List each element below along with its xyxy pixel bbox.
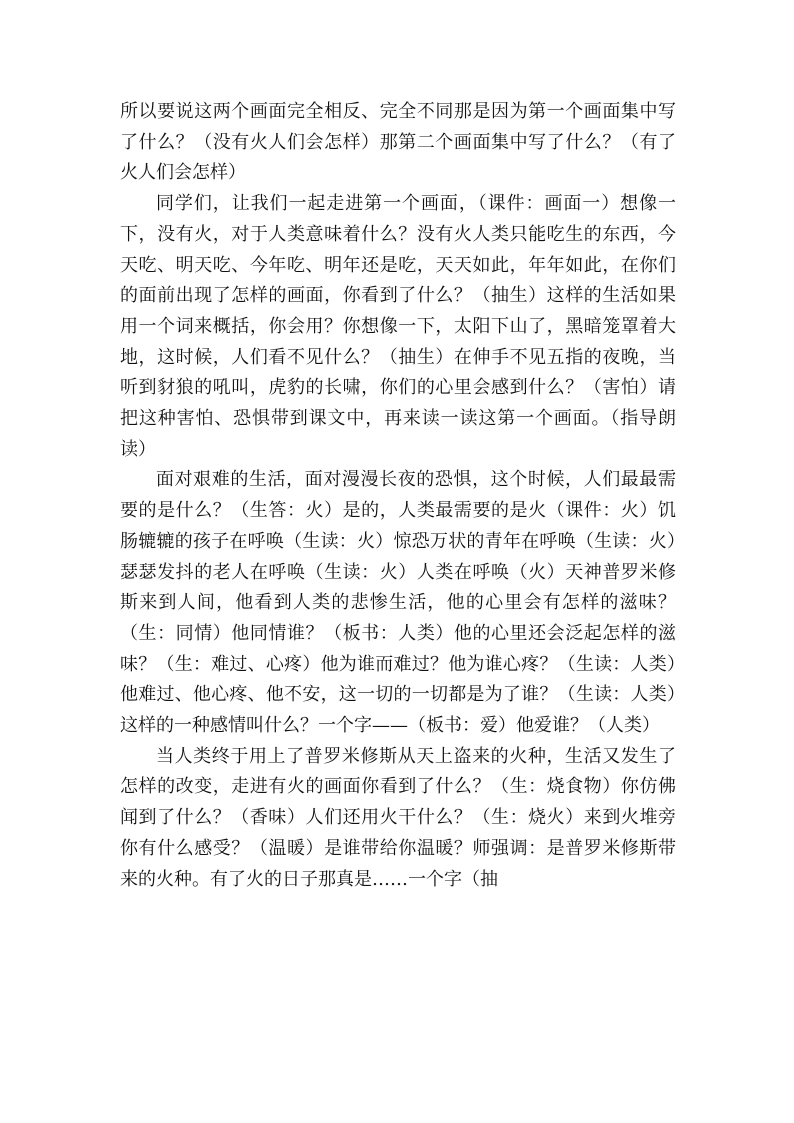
paragraph-3: 面对艰难的生活，面对漫漫长夜的恐惧，这个时候，人们最最需要的是什么？（生答：火）是的，人类最需要的是火（课件：火）饥肠辘辘的孩子在呼唤（生读：火）惊恐万状的青年在呼唤（生读：火）瑟瑟发抖的老人在呼唤（生读：火）人类在呼唤（火）天神普罗米修斯来到人间，他看到人类的悲惨生活，他的心里会有怎样的滋味？（生：同情）他同情谁？（板书：人类）他的心里还会泛起怎样的滋味？（生：难过、心疼）他为谁而难过？他为谁心疼？（生读：人类）他难过、他心疼、他不安，这一切的一切都是为了谁？（生读：人类）这样的一种感情叫什么？一个字——（板书：爱）他爱谁？（人类） xyxy=(120,469,676,737)
paragraph-4: 当人类终于用上了普罗米修斯从天上盗来的火种，生活又发生了怎样的改变，走进有火的画面你看到了什么？（生：烧食物）你仿佛闻到了什么？（香味）人们还用火干什么？（生：烧火）来到火堆旁你有什么感受？（温暖）是谁带给你温暖？师强调：是普罗米修斯带来的火种。有了火的日子那真是……一个字（抽 xyxy=(120,745,676,890)
paragraph-1: 所以要说这两个画面完全相反、完全不同那是因为第一个画面集中写了什么？（没有火人们会怎样）那第二个画面集中写了什么？（有了火人们会怎样） xyxy=(120,101,676,184)
paragraph-2: 同学们，让我们一起走进第一个画面，（课件：画面一）想像一下，没有火，对于人类意味着什么？没有火人类只能吃生的东西，今天吃、明天吃、今年吃、明年还是吃，天天如此，年年如此，在你们的面前出现了怎样的画面，你看到了什么？（抽生）这样的生活如果用一个词来概括，你会用？你想像一下，太阳下山了，黑暗笼罩着大地，这时候，人们看不见什么？（抽生）在伸手不见五指的夜晚，当听到豺狼的吼叫，虎豹的长啸，你们的心里会感到什么？（害怕）请把这种害怕、恐惧带到课文中，再来读一读这第一个画面。（指导朗读） xyxy=(120,193,676,460)
document-page xyxy=(120,97,676,895)
